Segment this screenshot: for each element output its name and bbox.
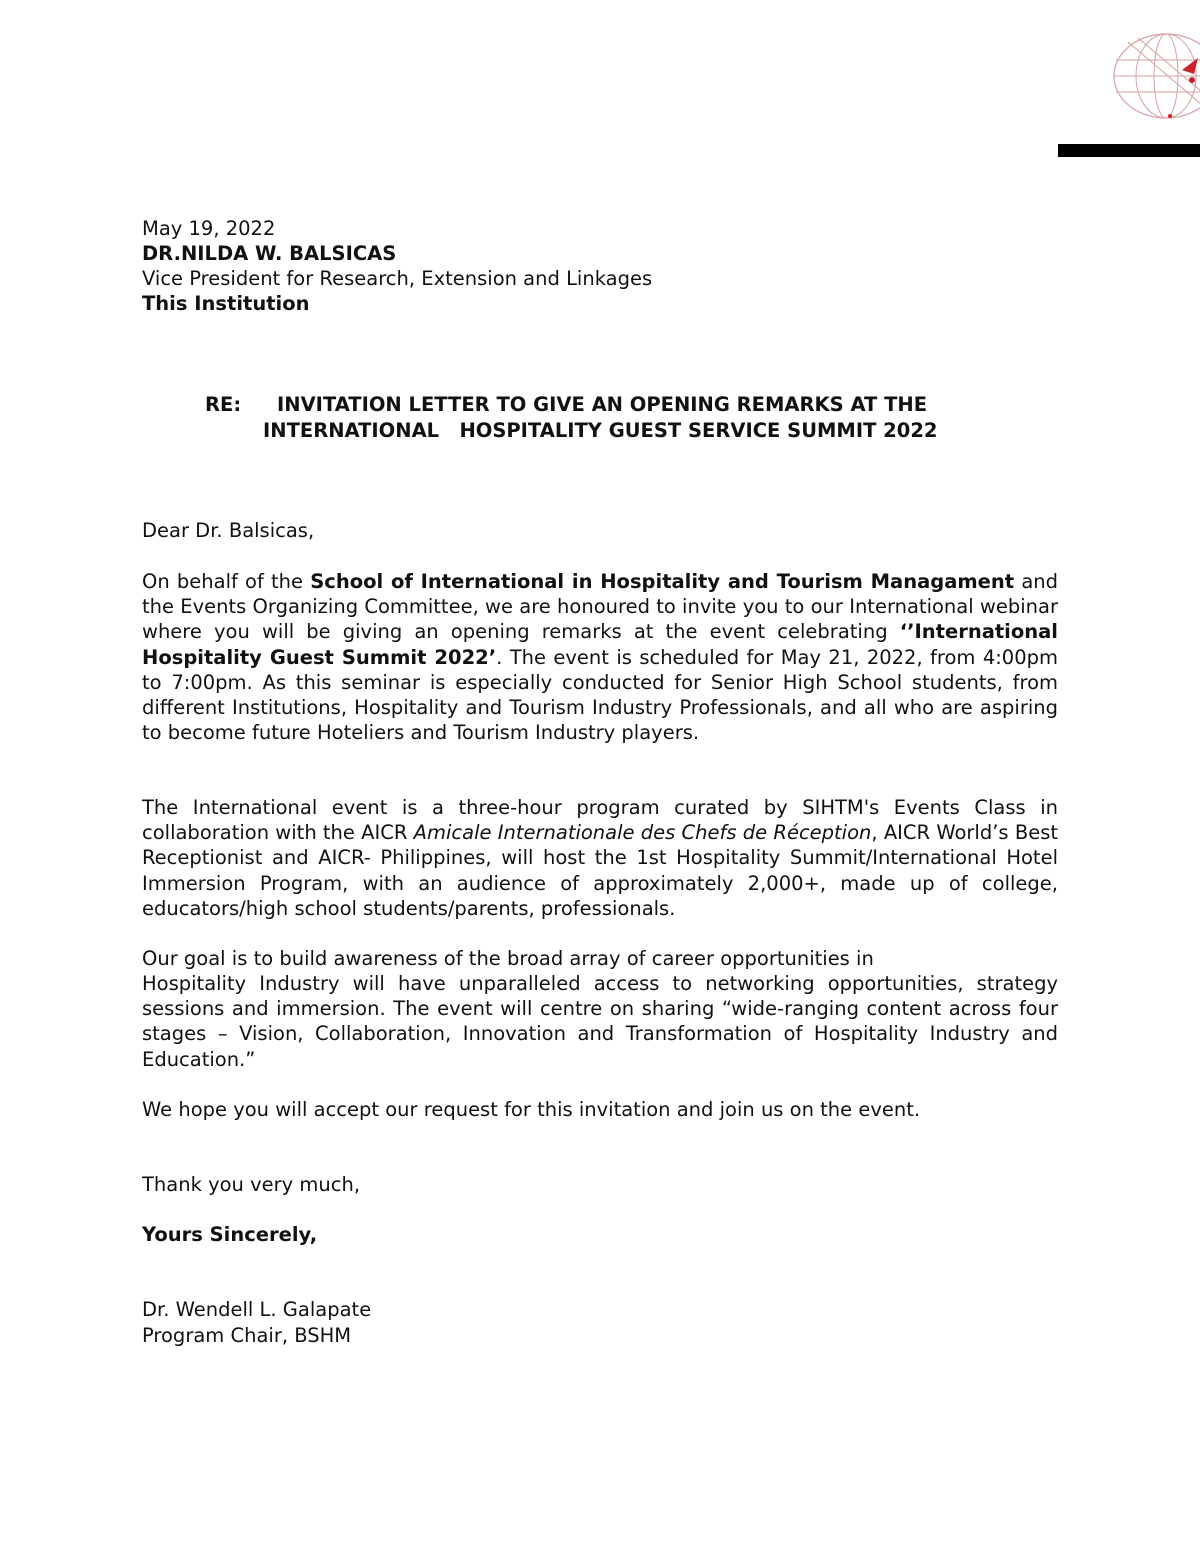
aicr-full-name: Amicale Internationale des Chefs de Réception	[413, 821, 872, 845]
recipient-institution: This Institution	[142, 292, 310, 315]
paragraph-1-lead: On behalf of the	[142, 570, 311, 593]
closing-thanks: Thank you very much,	[142, 1173, 361, 1196]
paragraph-2-lead: The International event is a three-hour program curated by SIHTM's Events Class in collaboration with the AICR	[142, 796, 1058, 845]
recipient-block	[142, 216, 1058, 316]
paragraph-2	[142, 795, 1058, 921]
paragraph-4: We hope you will accept our request for this invitation and join us on the event.	[142, 1098, 921, 1121]
header-rule	[1058, 144, 1200, 157]
event-name: ‘’International Hospitality Guest Summit 2022’	[142, 620, 1058, 669]
recipient-name: DR.NILDA W. BALSICAS	[142, 242, 397, 265]
signer-name: Dr. Wendell L. Galapate	[142, 1298, 372, 1321]
closing-sign-off: Yours Sincerely,	[142, 1223, 318, 1246]
subject-line	[205, 392, 1065, 444]
paragraph-3-first-line: Our goal is to build awareness of the broad array of career opportunities in	[142, 947, 874, 970]
paragraph-3: Hospitality Industry will have unparalleled access to networking opportunities, strategy sessions and immersion. The event will centre on sharing “wide-ranging content across four stages – Vision, Collaboration, Innovation and Transformation of Hospitality Industry and Education.”	[142, 972, 1058, 1071]
salutation: Dear Dr. Balsicas,	[142, 519, 315, 542]
paragraph-1-rest: . The event is scheduled for May 21, 2022, from 4:00pm to 7:00pm. As this seminar is especially conducted for Senior High School students, from different Institutions, Hospitality and Tourism Industry Professionals, and all who are aspiring to become future Hoteliers and Tourism Industry players.	[142, 645, 1058, 745]
subject-line-1: INVITATION LETTER TO GIVE AN OPENING REMARKS AT THE	[277, 393, 928, 416]
subject-line-2: INTERNATIONAL HOSPITALITY GUEST SERVICE SUMMIT 2022	[263, 419, 938, 442]
globe-logo-icon	[1108, 30, 1200, 122]
paragraph-1	[142, 569, 1058, 745]
letter-date: May 19, 2022	[142, 217, 276, 240]
signer-title: Program Chair, BSHM	[142, 1324, 352, 1347]
paragraph-2-rest: , AICR World’s Best Receptionist and AICR- Philippines, will host the 1st Hospitality Summit/International Hotel Immersion Program, with an audience of approximately 2,000+, made up of college, educators/high school students/parents, professionals.	[142, 821, 1059, 920]
subject-label: RE:	[205, 393, 242, 416]
recipient-title: Vice President for Research, Extension and Linkages	[142, 267, 653, 290]
paragraph-1-middle: and the Events Organizing Committee, we are honoured to invite you to our International webinar where you will be giving an opening remarks at the event celebrating	[142, 570, 1059, 644]
school-name: School of International in Hospitality and Tourism Managament	[310, 570, 1015, 593]
